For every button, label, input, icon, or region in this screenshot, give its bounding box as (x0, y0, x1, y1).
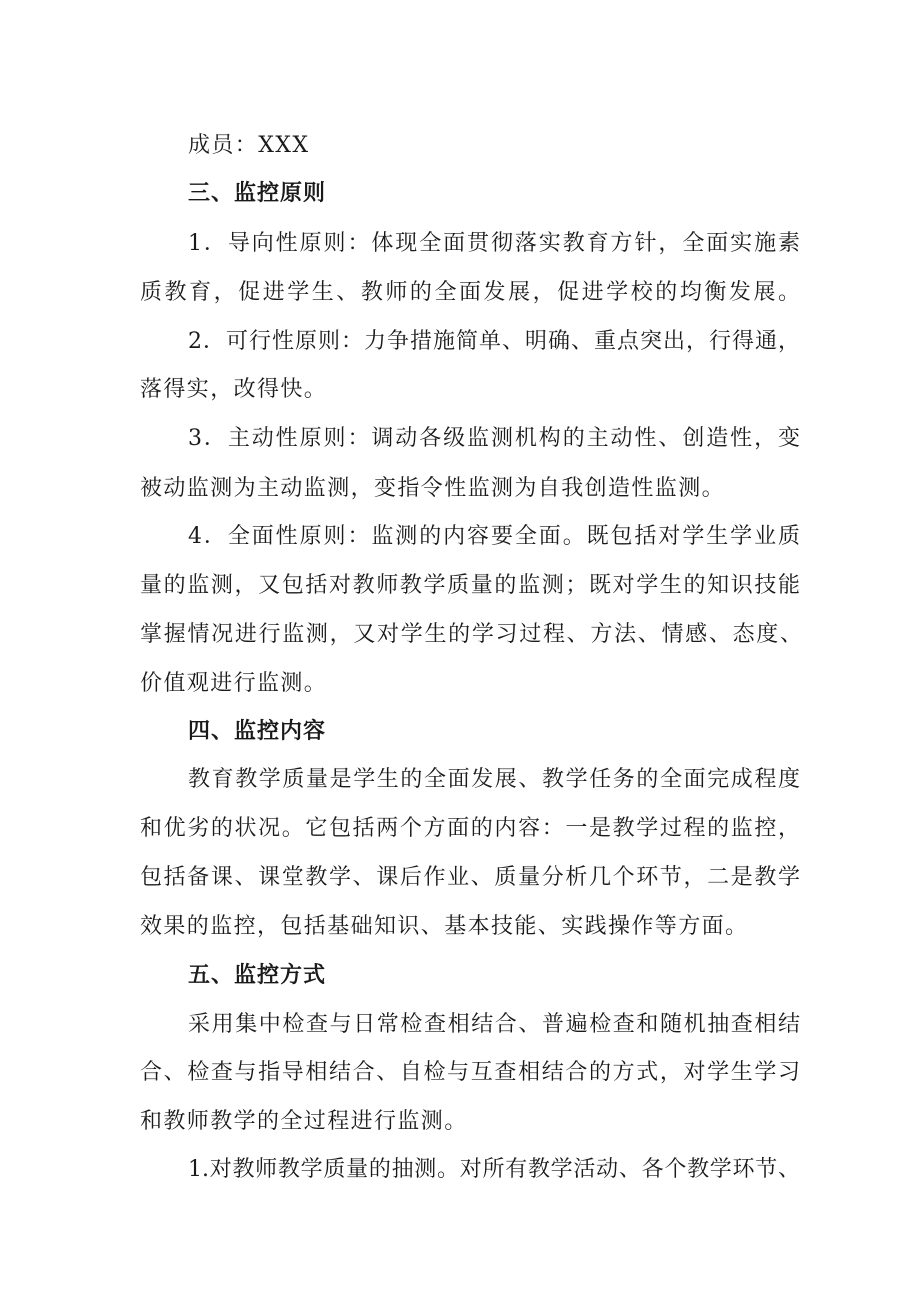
principle-4-line-3: 掌握情况进行监测，又对学生的学习过程、方法、情感、态度、 (140, 622, 802, 647)
principle-1-line-2: 质教育，促进学生、教师的全面发展，促进学校的均衡发展。 (140, 280, 800, 305)
principle-1-line-1: 1．导向性原则：体现全面贯彻落实教育方针，全面实施素 (188, 231, 800, 256)
methods-item-1: 1.对教师教学质量的抽测。对所有教学活动、各个教学环节、 (188, 1157, 800, 1182)
principle-2-line-1: 2．可行性原则：力争措施简单、明确、重点突出，行得通， (188, 329, 800, 354)
principle-4-line-2: 量的监测，又包括对教师教学质量的监测；既对学生的知识技能 (140, 573, 800, 598)
methods-line-1: 采用集中检查与日常检查相结合、普遍检查和随机抽查相结 (188, 1012, 800, 1037)
content-line-3: 包括备课、课堂教学、课后作业、质量分析几个环节，二是教学 (140, 865, 800, 890)
content-line-2: 和优劣的状况。它包括两个方面的内容：一是教学过程的监控， (140, 816, 800, 841)
content-line-1: 教育教学质量是学生的全面发展、教学任务的全面完成程度 (188, 767, 800, 792)
members-line: 成员：XXX (188, 133, 310, 158)
principle-4-line-1: 4．全面性原则：监测的内容要全面。既包括对学生学业质 (188, 524, 800, 549)
principle-2-line-2: 落得实，改得快。 (140, 377, 328, 402)
methods-line-2: 合、检查与指导相结合、自检与互查相结合的方式，对学生学习 (140, 1060, 800, 1085)
section-heading-methods: 五、监控方式 (188, 963, 327, 988)
principle-3-line-1: 3．主动性原则：调动各级监测机构的主动性、创造性，变 (188, 426, 800, 451)
methods-line-3: 和教师教学的全过程进行监测。 (140, 1109, 468, 1134)
section-heading-principles: 三、监控原则 (188, 181, 327, 206)
content-line-4: 效果的监控，包括基础知识、基本技能、实践操作等方面。 (140, 914, 749, 939)
principle-4-line-4: 价值观进行监测。 (140, 671, 328, 696)
section-heading-content: 四、监控内容 (188, 719, 327, 744)
principle-3-line-2: 被动监测为主动监测，变指令性监测为自我创造性监测。 (140, 476, 726, 501)
